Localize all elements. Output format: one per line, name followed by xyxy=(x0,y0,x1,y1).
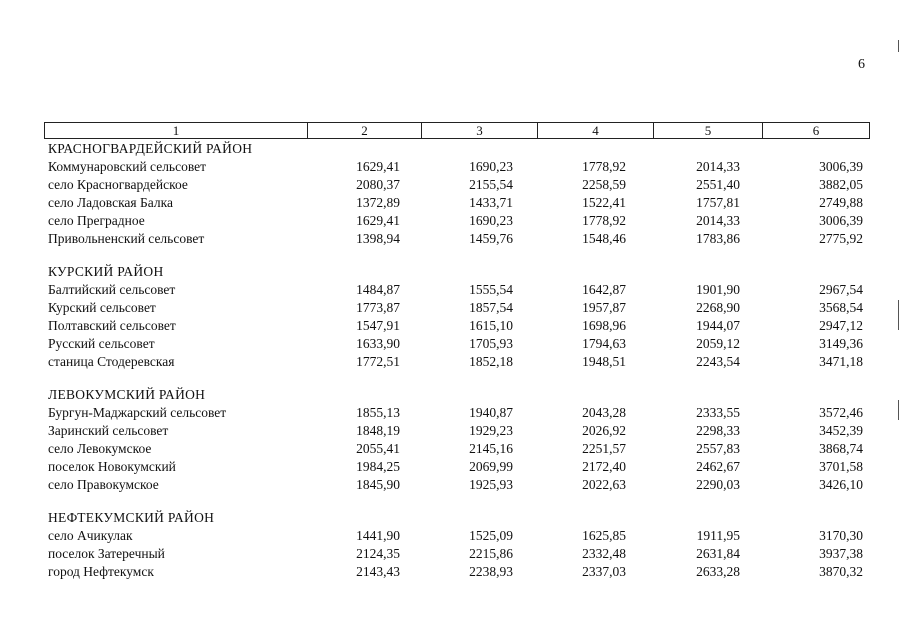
value-cell: 2633,28 xyxy=(696,564,740,579)
value-cell: 2251,57 xyxy=(582,441,626,456)
value-cell: 1757,81 xyxy=(696,195,740,210)
value-cell: 1525,09 xyxy=(469,528,513,543)
value-cell: 1911,95 xyxy=(696,528,740,543)
value-cell: 3572,46 xyxy=(819,405,863,420)
table-row xyxy=(0,212,905,230)
district-section xyxy=(0,140,905,248)
table-row xyxy=(0,299,905,317)
value-cell: 1398,94 xyxy=(356,231,400,246)
value-cell: 1459,76 xyxy=(469,231,513,246)
value-cell: 1698,96 xyxy=(582,318,626,333)
settlement-name: Русский сельсовет xyxy=(48,336,155,351)
table-row xyxy=(0,422,905,440)
value-cell: 2055,41 xyxy=(356,441,400,456)
table-row xyxy=(0,335,905,353)
settlement-name: поселок Новокумский xyxy=(48,459,176,474)
value-cell: 1944,07 xyxy=(696,318,740,333)
district-title: КРАСНОГВАРДЕЙСКИЙ РАЙОН xyxy=(48,141,253,156)
value-cell: 2014,33 xyxy=(696,213,740,228)
value-cell: 1690,23 xyxy=(469,213,513,228)
value-cell: 1855,13 xyxy=(356,405,400,420)
value-cell: 1783,86 xyxy=(696,231,740,246)
value-cell: 2947,12 xyxy=(819,318,863,333)
value-cell: 1848,19 xyxy=(356,423,400,438)
settlement-name: Балтийский сельсовет xyxy=(48,282,176,297)
value-cell: 2290,03 xyxy=(696,477,740,492)
value-cell: 1642,87 xyxy=(582,282,626,297)
value-cell: 1633,90 xyxy=(356,336,400,351)
header-cell: 1 xyxy=(45,123,308,138)
value-cell: 1484,87 xyxy=(356,282,400,297)
value-cell: 1794,63 xyxy=(582,336,626,351)
value-cell: 1984,25 xyxy=(356,459,400,474)
value-cell: 2155,54 xyxy=(469,177,513,192)
value-cell: 3006,39 xyxy=(819,159,863,174)
value-cell: 3426,10 xyxy=(819,477,863,492)
value-cell: 3170,30 xyxy=(819,528,863,543)
value-cell: 2243,54 xyxy=(696,354,740,369)
value-cell: 1441,90 xyxy=(356,528,400,543)
value-cell: 2258,59 xyxy=(582,177,626,192)
page-number: 6 xyxy=(858,57,865,72)
settlement-name: поселок Затеречный xyxy=(48,546,165,561)
table-row xyxy=(0,458,905,476)
value-cell: 1629,41 xyxy=(356,159,400,174)
value-cell: 3882,05 xyxy=(819,177,863,192)
value-cell: 1857,54 xyxy=(469,300,513,315)
value-cell: 2215,86 xyxy=(469,546,513,561)
table-row xyxy=(0,158,905,176)
value-cell: 1433,71 xyxy=(469,195,513,210)
value-cell: 2143,43 xyxy=(356,564,400,579)
value-cell: 2631,84 xyxy=(696,546,740,561)
value-cell: 1522,41 xyxy=(582,195,626,210)
header-cell: 3 xyxy=(422,123,538,138)
settlement-name: Коммунаровский сельсовет xyxy=(48,159,207,174)
value-cell: 1929,23 xyxy=(469,423,513,438)
value-cell: 3149,36 xyxy=(819,336,863,351)
value-cell: 3701,58 xyxy=(819,459,863,474)
district-section xyxy=(0,263,905,371)
value-cell: 3006,39 xyxy=(819,213,863,228)
header-cell: 2 xyxy=(308,123,422,138)
value-cell: 2043,28 xyxy=(582,405,626,420)
value-cell: 1625,85 xyxy=(582,528,626,543)
value-cell: 2967,54 xyxy=(819,282,863,297)
table-row xyxy=(0,527,905,545)
value-cell: 2332,48 xyxy=(582,546,626,561)
settlement-name: село Левокумское xyxy=(48,441,152,456)
value-cell: 2298,33 xyxy=(696,423,740,438)
value-cell: 2026,92 xyxy=(582,423,626,438)
value-cell: 1547,91 xyxy=(356,318,400,333)
district-title: НЕФТЕКУМСКИЙ РАЙОН xyxy=(48,510,215,525)
value-cell: 2337,03 xyxy=(582,564,626,579)
settlement-name: Полтавский сельсовет xyxy=(48,318,176,333)
value-cell: 1772,51 xyxy=(356,354,400,369)
value-cell: 1940,87 xyxy=(469,405,513,420)
value-cell: 2462,67 xyxy=(696,459,740,474)
value-cell: 3452,39 xyxy=(819,423,863,438)
value-cell: 1778,92 xyxy=(582,159,626,174)
settlement-name: Бургун-Маджарский сельсовет xyxy=(48,405,227,420)
settlement-name: село Правокумское xyxy=(48,477,159,492)
value-cell: 2172,40 xyxy=(582,459,626,474)
table-row xyxy=(0,353,905,371)
table-row xyxy=(0,281,905,299)
value-cell: 2080,37 xyxy=(356,177,400,192)
value-cell: 1948,51 xyxy=(582,354,626,369)
settlement-name: станица Стодеревская xyxy=(48,354,175,369)
scan-edge-mark xyxy=(898,40,899,52)
value-cell: 2145,16 xyxy=(469,441,513,456)
value-cell: 2014,33 xyxy=(696,159,740,174)
value-cell: 1778,92 xyxy=(582,213,626,228)
settlement-name: Курский сельсовет xyxy=(48,300,156,315)
value-cell: 2238,93 xyxy=(469,564,513,579)
value-cell: 1852,18 xyxy=(469,354,513,369)
table-row xyxy=(0,176,905,194)
value-cell: 3471,18 xyxy=(819,354,863,369)
value-cell: 3870,32 xyxy=(819,564,863,579)
value-cell: 2022,63 xyxy=(582,477,626,492)
value-cell: 2749,88 xyxy=(819,195,863,210)
value-cell: 1925,93 xyxy=(469,477,513,492)
value-cell: 2551,40 xyxy=(696,177,740,192)
value-cell: 2333,55 xyxy=(696,405,740,420)
district-section xyxy=(0,509,905,581)
value-cell: 1705,93 xyxy=(469,336,513,351)
table-row xyxy=(0,563,905,581)
value-cell: 2557,83 xyxy=(696,441,740,456)
value-cell: 3568,54 xyxy=(819,300,863,315)
settlement-name: село Ачикулак xyxy=(48,528,133,543)
value-cell: 1957,87 xyxy=(582,300,626,315)
table-body xyxy=(0,140,905,596)
value-cell: 1690,23 xyxy=(469,159,513,174)
table-header xyxy=(44,122,870,139)
value-cell: 2059,12 xyxy=(696,336,740,351)
settlement-name: город Нефтекумск xyxy=(48,564,154,579)
value-cell: 1773,87 xyxy=(356,300,400,315)
table-row xyxy=(0,440,905,458)
settlement-name: село Ладовская Балка xyxy=(48,195,173,210)
value-cell: 1555,54 xyxy=(469,282,513,297)
header-cell: 6 xyxy=(812,123,820,138)
table-row xyxy=(0,404,905,422)
settlement-name: Привольненский сельсовет xyxy=(48,231,205,246)
table-row xyxy=(0,317,905,335)
value-cell: 2124,35 xyxy=(356,546,400,561)
table-row xyxy=(0,476,905,494)
district-section xyxy=(0,386,905,494)
value-cell: 1372,89 xyxy=(356,195,400,210)
header-cell: 5 xyxy=(654,123,763,138)
table-row xyxy=(0,194,905,212)
value-cell: 3937,38 xyxy=(819,546,863,561)
table-row xyxy=(0,545,905,563)
district-title: ЛЕВОКУМСКИЙ РАЙОН xyxy=(48,387,206,402)
table-row xyxy=(0,230,905,248)
value-cell: 1901,90 xyxy=(696,282,740,297)
settlement-name: село Преградное xyxy=(48,213,145,228)
settlement-name: село Красногвардейское xyxy=(48,177,188,192)
value-cell: 2069,99 xyxy=(469,459,513,474)
value-cell: 2268,90 xyxy=(696,300,740,315)
value-cell: 1845,90 xyxy=(356,477,400,492)
header-cell: 4 xyxy=(538,123,654,138)
value-cell: 1615,10 xyxy=(469,318,513,333)
value-cell: 2775,92 xyxy=(819,231,863,246)
value-cell: 3868,74 xyxy=(819,441,863,456)
district-title: КУРСКИЙ РАЙОН xyxy=(48,264,164,279)
value-cell: 1548,46 xyxy=(582,231,626,246)
value-cell: 1629,41 xyxy=(356,213,400,228)
settlement-name: Заринский сельсовет xyxy=(48,423,169,438)
